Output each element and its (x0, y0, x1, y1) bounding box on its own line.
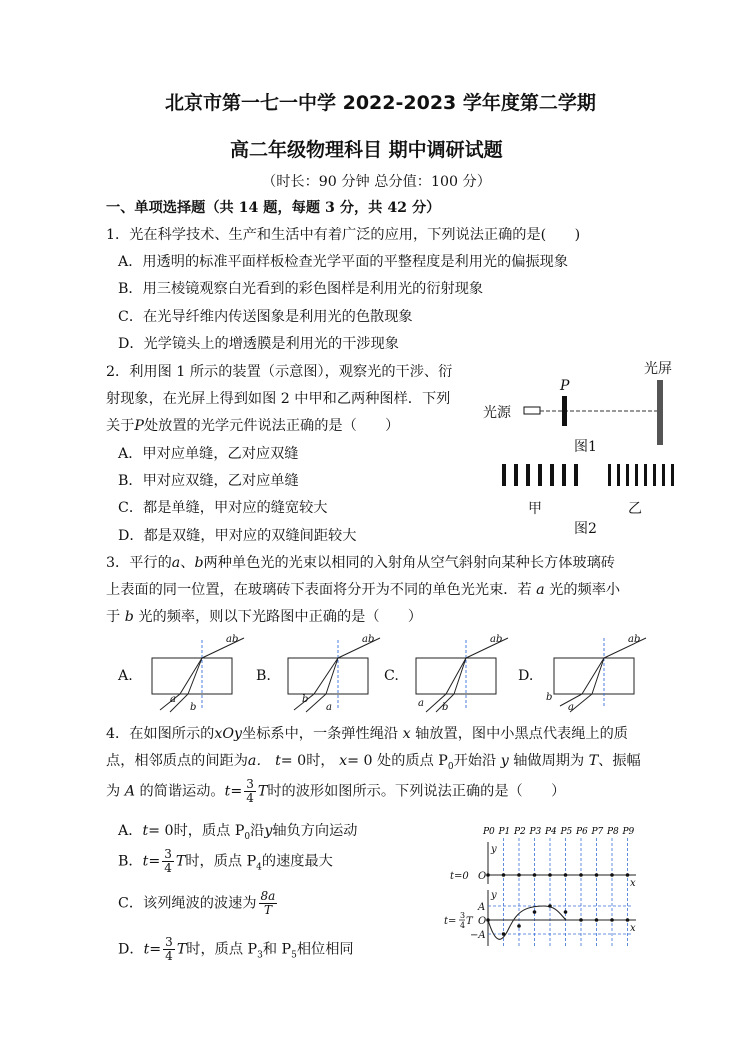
svg-text:T: T (466, 916, 473, 927)
svg-text:3: 3 (460, 911, 466, 920)
light-source-label: 光源 (483, 405, 511, 421)
particle-dot (610, 918, 614, 922)
q3-stem-line1: 3．平行的a、b两种单色光的光束以相同的入射角从空气斜射向某种长方体玻璃砖 (106, 555, 615, 571)
screen-label: 光屏 (644, 361, 672, 377)
svg-text:A: A (478, 902, 486, 913)
svg-text:O: O (478, 871, 487, 882)
q3-diagram-b (276, 630, 386, 715)
particle-dot (548, 904, 552, 908)
particle-dot (517, 924, 521, 928)
particle-label: P7 (591, 827, 604, 837)
particle-dot (533, 910, 537, 914)
q2-option-b: B．甲对应双缝，乙对应单缝 (118, 473, 299, 489)
q4-option-b: B．t= $\frac{3}{4}$ T时，质点 $P_4$的速度最大 (118, 847, 333, 875)
exam-title-line2: 高二年级物理科目 期中调研试题 (230, 139, 503, 161)
q4-stem-line2: 点，相邻质点的间距为a． t= 0时， x= 0 处的质点 $P_0$开始沿 y 轴做周期为 T、振幅 (106, 753, 641, 772)
particle-label: P1 (498, 827, 511, 837)
svg-text:4: 4 (460, 921, 466, 930)
jia-label: 甲 (528, 501, 542, 517)
exam-meta: （时长：90 分钟 总分值：100 分） (262, 174, 491, 190)
q3-option-d: D. (518, 668, 534, 684)
svg-text:a: a (418, 698, 424, 709)
q4-option-c: C．该列绳波的波速为 $\frac{8a}{T}$ (118, 889, 276, 917)
particle-label: P3 (529, 827, 542, 837)
q4-option-a: A．t= 0时，质点 $P_0$沿y轴负方向运动 (118, 823, 358, 842)
svg-text:y: y (491, 890, 497, 901)
light-source-box (524, 407, 540, 414)
particle-dot (486, 918, 490, 922)
particle-dot (564, 873, 568, 877)
svg-text:ab: ab (490, 634, 503, 645)
particle-dot (595, 918, 599, 922)
svg-text:a: a (568, 702, 574, 713)
particle-label: P5 (560, 827, 573, 837)
q4-option-d: D．t= $\frac{3}{4}$ T时，质点 $P_3$和 $P_5$相位相同 (118, 935, 354, 963)
svg-text:a: a (170, 694, 176, 705)
q2-stem-line1: 2．利用图 1 所示的装置（示意图），观察光的干涉、衍 (106, 364, 453, 380)
particle-dot (502, 873, 506, 877)
particle-dot (610, 873, 614, 877)
particle-dot (579, 918, 583, 922)
q2-option-c: C．都是单缝，甲对应的缝宽较大 (118, 500, 328, 516)
svg-text:y: y (491, 844, 497, 855)
q2-figure-1 (478, 356, 688, 456)
svg-text:b: b (442, 702, 449, 713)
exam-title-line1: 北京市第一七一中学 2022-2023 学年度第二学期 (165, 92, 596, 114)
fig1-label: 图1 (574, 439, 597, 455)
particle-dot (533, 873, 537, 877)
q3-diagram-a (140, 630, 250, 715)
q3-option-c: C. (384, 668, 399, 684)
q1-option-b: B．用三棱镜观察白光看到的彩色图样是利用光的衍射现象 (118, 281, 484, 297)
particle-dot (502, 932, 506, 936)
q1-option-d: D．光学镜头上的增透膜是利用光的干涉现象 (118, 336, 399, 352)
particle-dot (517, 873, 521, 877)
particle-labels (482, 827, 635, 837)
q3-diagram-c (402, 630, 512, 715)
q2-stem-line2: 射现象，在光屏上得到如图 2 中甲和乙两种图样．下列 (106, 391, 451, 407)
svg-text:b: b (302, 694, 309, 705)
q2-stem-line3: 关于P处放置的光学元件说法正确的是（ ） (106, 418, 400, 434)
q4-wave-graph (440, 822, 650, 962)
svg-text:a: a (326, 702, 332, 713)
particle-label: P2 (514, 827, 526, 837)
svg-text:O: O (478, 916, 487, 927)
q2-option-a: A．甲对应单缝，乙对应双缝 (118, 446, 299, 462)
particle-dot (579, 873, 583, 877)
particle-dot (626, 918, 630, 922)
svg-text:b: b (546, 692, 553, 703)
q1-option-a: A．用透明的标准平面样板检查光学平面的平整程度是利用光的偏振现象 (118, 254, 569, 270)
q2-figure-2 (500, 460, 690, 540)
q4-stem-line3: 为 A 的简谐运动。t= $\frac{3}{4}$ T时的波形如图所示。下列说法正确的是（ ） (106, 777, 566, 805)
particle-label: P9 (622, 827, 635, 837)
q3-stem-line2: 上表面的同一位置，在玻璃砖下表面将分开为不同的单色光光束．若 a 光的频率小 (106, 582, 621, 598)
q3-option-b: B. (256, 668, 271, 684)
svg-text:x: x (630, 923, 636, 934)
particle-label: P6 (576, 827, 588, 837)
q1-stem: 1．光在科学技术、生产和生活中有着广泛的应用，下列说法正确的是( ) (106, 227, 581, 243)
q3-option-a: A. (118, 668, 133, 684)
particle-dot (486, 873, 490, 877)
light-screen (657, 380, 663, 445)
vertical-gridlines (504, 838, 628, 946)
fig2-label: 图2 (574, 521, 597, 537)
q2-option-d: D．都是双缝，甲对应的双缝间距较大 (118, 528, 357, 544)
q3-stem-line3: 于 b 光的频率，则以下光路图中正确的是（ ） (106, 609, 423, 625)
particle-dot (548, 873, 552, 877)
yi-label: 乙 (628, 501, 642, 517)
svg-text:−A: −A (470, 930, 486, 941)
particle-dot (564, 910, 568, 914)
svg-text:t=: t= (444, 916, 457, 927)
element-p (562, 396, 567, 426)
section-heading: 一、单项选择题（共 14 题，每题 3 分，共 42 分） (106, 200, 441, 216)
particle-dot (626, 873, 630, 877)
svg-text:x: x (630, 878, 636, 889)
particle-label: P4 (545, 827, 557, 837)
svg-text:ab: ab (362, 634, 375, 645)
q3-diagram-d (540, 628, 650, 713)
particle-label: P0 (483, 827, 495, 837)
element-p-label: P (560, 378, 570, 394)
svg-text:t=0: t=0 (450, 871, 469, 882)
particle-label: P8 (607, 827, 619, 837)
pattern-jia (502, 464, 578, 486)
q1-option-c: C．在光导纤维内传送图象是利用光的色散现象 (118, 309, 413, 325)
svg-text:ab: ab (226, 634, 239, 645)
pattern-yi (608, 464, 674, 486)
svg-text:b: b (190, 702, 197, 713)
particle-dot (595, 873, 599, 877)
svg-text:ab: ab (628, 634, 641, 645)
q4-stem-line1: 4．在如图所示的xOy坐标系中，一条弹性绳沿 x 轴放置，图中小黑点代表绳上的质 (106, 726, 628, 742)
